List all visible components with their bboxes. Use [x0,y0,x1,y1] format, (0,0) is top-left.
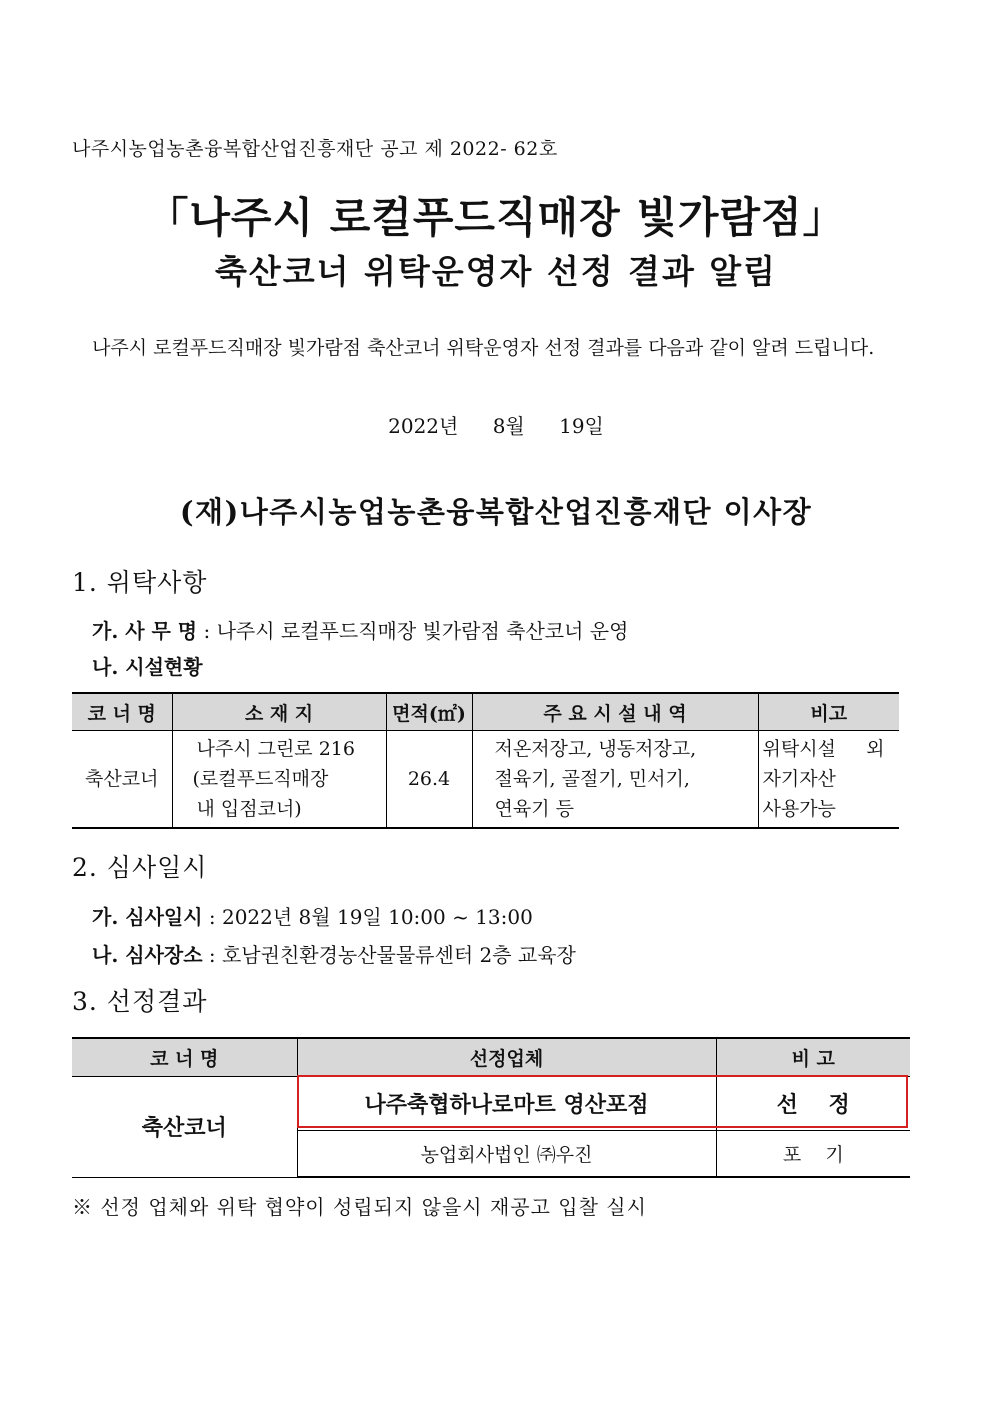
document-subtitle: 축산코너 위탁운영자 선정 결과 알림 [214,252,778,291]
facility-table [72,692,899,829]
section3-title: 3. 선정결과 [72,987,208,1016]
header-corner: 코 너 명 [72,1038,297,1077]
issuer: (재)나주시농업농촌융복합산업진흥재단 이사장 [179,495,813,529]
section2-title: 2. 심사일시 [72,853,208,882]
cell-note: 포 기 [716,1131,910,1178]
location-line: (로컬푸드직매장 [192,768,329,790]
cell-location [172,731,386,829]
note-line: 자기자산 [762,768,836,790]
footnote: ※ 선정 업체와 위탁 협약이 성립되지 않을시 재공고 입찰 실시 [72,1195,647,1219]
facility-table-header [72,693,899,731]
section2-item-b [92,939,576,968]
section2-item-a [92,901,533,930]
section1-title: 1. 위탁사항 [72,568,208,597]
item-b-label: 나. 심사장소 [92,943,203,967]
cell-note-selected: 선 정 [716,1077,910,1131]
note-line: 사용가능 [762,798,836,820]
document-title: 「나주시 로컬푸드직매장 빛가람점」 [146,193,846,242]
header-location: 소 재 지 [172,693,386,731]
header-facilities: 주 요 시 설 내 역 [472,693,758,731]
item-a-value: : 나주시 로컬푸드직매장 빛가람점 축산코너 운영 [203,619,629,643]
result-table [72,1037,910,1178]
cell-company: 농업회사법인 ㈜우진 [297,1131,716,1178]
result-table-header [72,1038,910,1077]
cell-area: 26.4 [386,731,472,829]
cell-company-selected: 나주축협하나로마트 영산포점 [297,1077,716,1131]
section1-item-b [92,651,203,680]
cell-corner: 축산코너 [72,731,172,829]
header-corner: 코 너 명 [72,693,172,731]
notice-number: 나주시농업농촌융복합산업진흥재단 공고 제 2022- 62호 [72,138,558,160]
facility-line: 저온저장고, 냉동저장고, [494,738,697,760]
header-note: 비 고 [716,1038,910,1077]
note-line: 위탁시설 외 [762,738,885,760]
cell-facilities [472,731,758,829]
cell-note [758,731,899,829]
facility-line: 연육기 등 [494,798,574,820]
cell-corner: 축산코너 [72,1077,297,1178]
facility-line: 절육기, 골절기, 민서기, [494,768,690,790]
section1-item-a [92,615,628,644]
header-note: 비고 [758,693,899,731]
header-company: 선정업체 [297,1038,716,1077]
location-line: 나주시 그린로 216 [196,738,355,760]
table-row [72,1077,910,1131]
intro-text: 나주시 로컬푸드직매장 빛가람점 축산코너 위탁운영자 선정 결과를 다음과 같이 알려 드립니다. [92,337,875,359]
notice-date: 2022년 8월 19일 [388,414,604,438]
item-b-value: : 호남권친환경농산물물류센터 2층 교육장 [208,943,576,967]
location-line: 내 입점코너) [196,798,302,820]
header-area: 면적(㎡) [386,693,472,731]
item-a-value: : 2022년 8월 19일 10:00 ~ 13:00 [208,905,533,929]
item-b-label: 나. 시설현황 [92,655,203,679]
table-row [72,731,899,829]
item-a-label: 가. 심사일시 [92,905,203,929]
item-a-label: 가. 사 무 명 [92,619,198,643]
